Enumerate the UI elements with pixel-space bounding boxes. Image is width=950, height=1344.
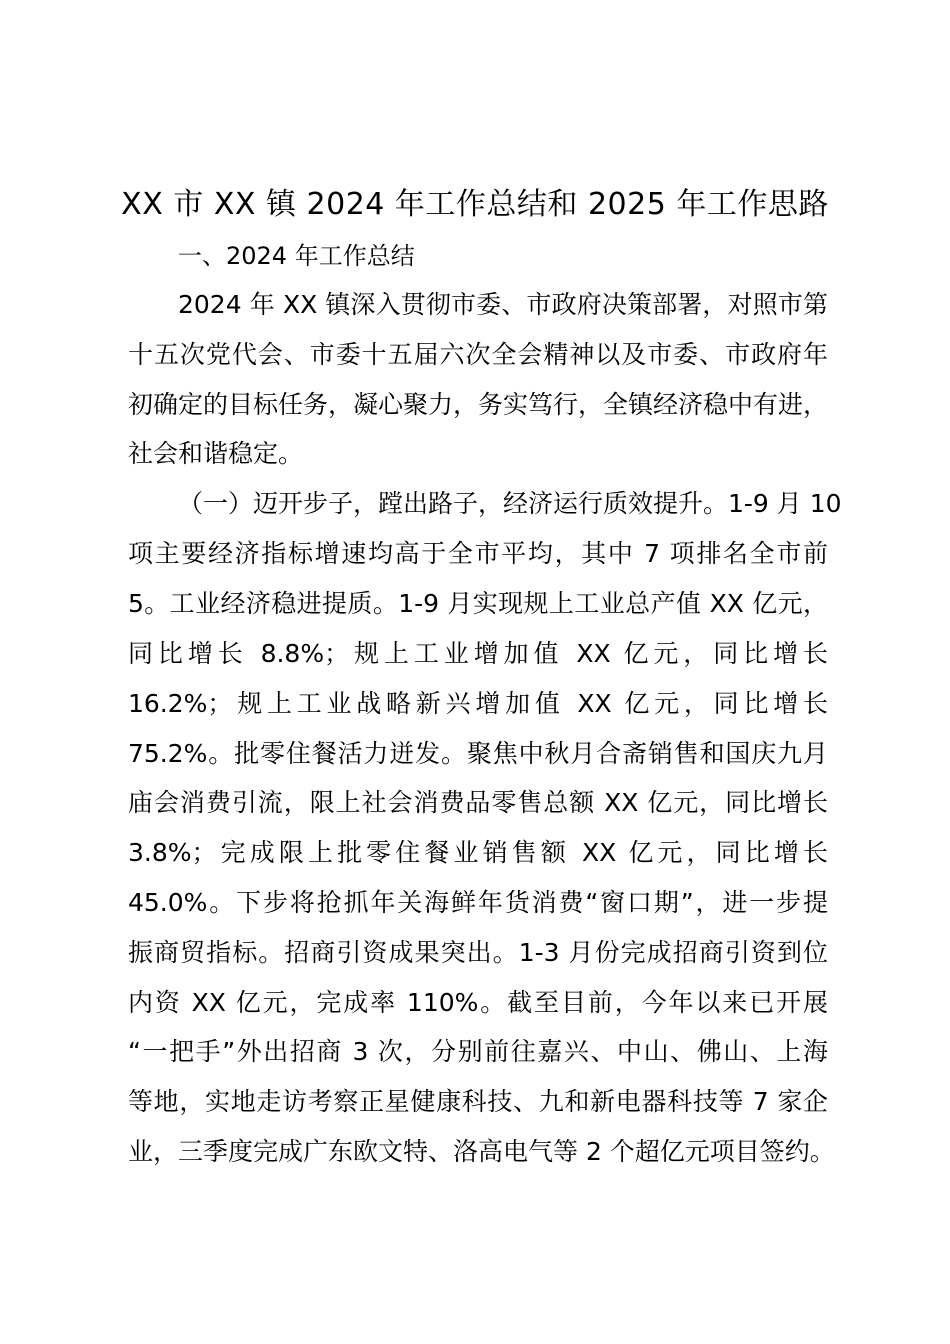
paragraph-line: 业，三季度完成广东欧文特、洛高电气等 2 个超亿元项目签约。 [128, 1137, 835, 1166]
paragraph-line: （一）迈开步子，蹚出路子，经济运行质效提升。1-9 月 10 [178, 489, 842, 518]
paragraph-line: 社会和谐稳定。 [128, 439, 304, 468]
section-heading: 一、2024 年工作总结 [178, 242, 415, 270]
paragraph-line: 内资 XX 亿元，完成率 110%。截至目前，今年以来已开展 [128, 988, 828, 1017]
paragraph-line: 十五次党代会、市委十五届六次全会精神以及市委、市政府年 [128, 340, 828, 369]
paragraph-line: 庙会消费引流，限上社会消费品零售总额 XX 亿元，同比增长 [128, 788, 828, 817]
paragraph-line: 75.2%。批零住餐活力迸发。聚焦中秋月合斋销售和国庆九月 [128, 739, 828, 768]
paragraph-line: 5。工业经济稳进提质。1-9 月实现规上工业总产值 XX 亿元， [128, 589, 828, 618]
document-title: XX 市 XX 镇 2024 年工作总结和 2025 年工作思路 [121, 187, 829, 222]
paragraph-line: 初确定的目标任务，凝心聚力，务实笃行，全镇经济稳中有进， [128, 390, 829, 419]
paragraph-line: 2024 年 XX 镇深入贯彻市委、市政府决策部署，对照市第 [178, 290, 828, 319]
paragraph-line: 振商贸指标。招商引资成果突出。1-3 月份完成招商引资到位 [128, 938, 828, 967]
paragraph-line: 16.2%；规上工业战略新兴增加值 XX 亿元，同比增长 [128, 689, 828, 718]
paragraph-line: “一把手”外出招商 3 次，分别前往嘉兴、中山、佛山、上海 [128, 1037, 828, 1066]
paragraph-line: 3.8%；完成限上批零住餐业销售额 XX 亿元，同比增长 [128, 838, 828, 867]
paragraph-line: 45.0%。下步将抢抓年关海鲜年货消费“窗口期”，进一步提 [128, 888, 828, 917]
paragraph-line: 项主要经济指标增速均高于全市平均，其中 7 项排名全市前 [128, 539, 828, 568]
paragraph-line: 等地，实地走访考察正星健康科技、九和新电器科技等 7 家企 [128, 1087, 828, 1116]
paragraph-line: 同比增长 8.8%；规上工业增加值 XX 亿元，同比增长 [128, 639, 828, 668]
